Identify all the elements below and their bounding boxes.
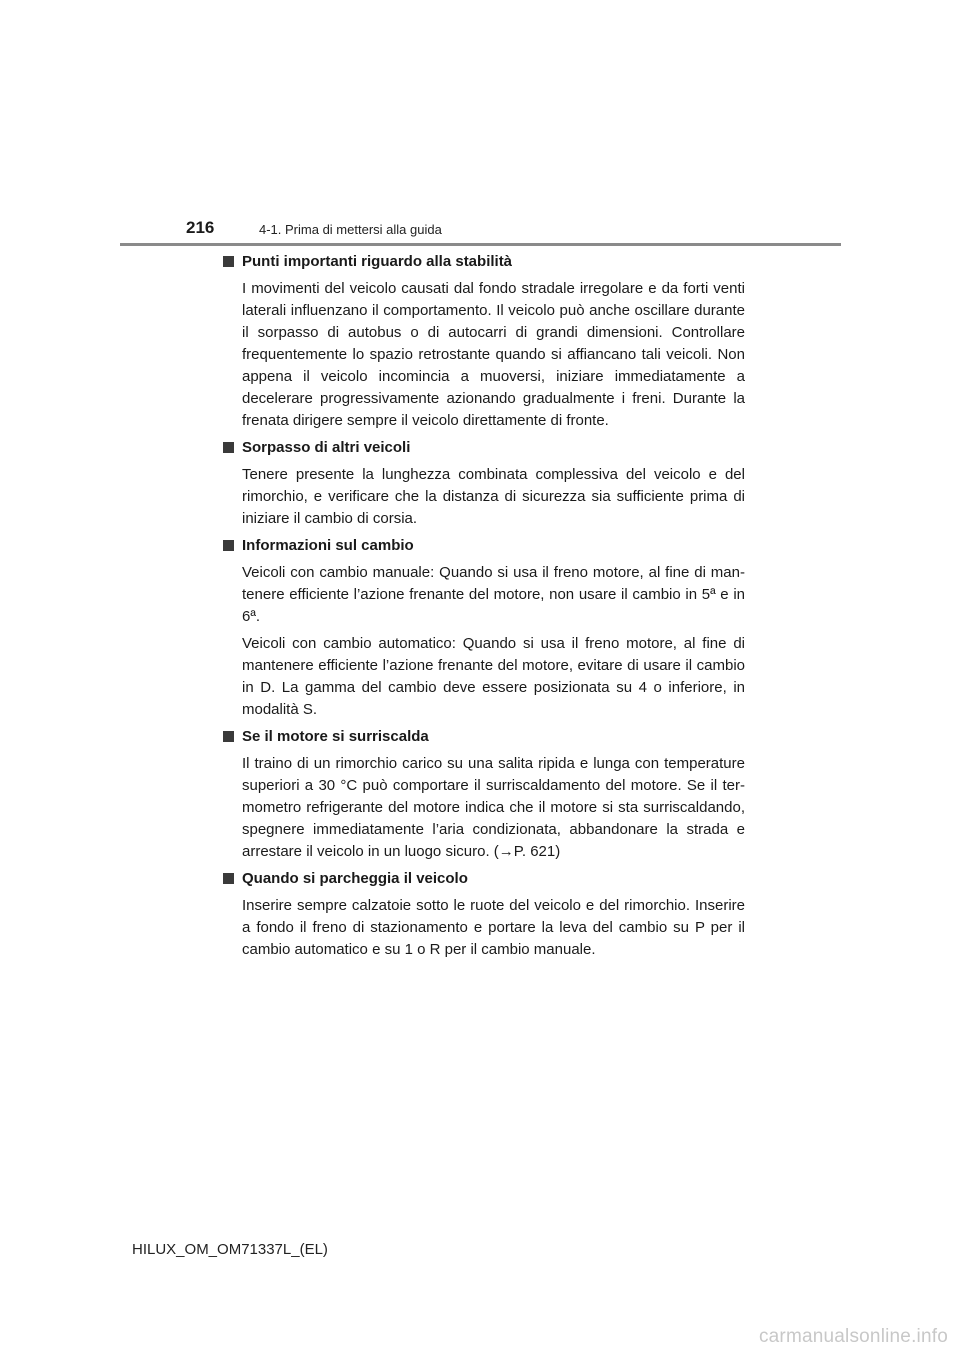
section-transmission (223, 535, 745, 721)
section-paragraph: Il traino di un rimorchio carico su una salita ripida e lunga con temperature superiori a 30 °C può comportare il surriscaldamento del motore. Se il termometro refrigerante del motore indica che il motore si sta surriscaldando, spegnere immediatamente l’aria condizionata, abbandonare la strada e arrestare il veicolo in un luogo sicuro. (→P. 621) (242, 755, 745, 860)
section-paragraph: I movimenti del veicolo causati dal fondo stradale irregolare e da forti venti laterali influenzano il comportamento. Il veicolo può anche oscillare durante il sorpasso di autobus o di autocarri di grandi dimensioni. Controllare frequentemente lo spazio retrostante quando si affiancano tali veicoli. Non appena il veicolo incomincia a muoversi, iniziare immediatamente a decelerare progressivamente azionando gradualmente i freni. Durante la frenata dirigere sempre il veicolo direttamente di fronte. (242, 280, 745, 429)
section-paragraph: Tenere presente la lunghezza combinata complessiva del veicolo e del rimorchio, e verificare che la distanza di sicurezza sia sufficiente prima di iniziare il cambio di corsia. (242, 466, 745, 527)
square-bullet-icon (223, 731, 234, 742)
section-paragraph: Veicoli con cambio manuale: Quando si usa il freno motore, al fine di mantenere efficiente l’azione frenante del motore, non usare il cambio in 5ª e in 6ª. (242, 564, 745, 625)
square-bullet-icon (223, 873, 234, 884)
section-overheating (223, 726, 745, 863)
section-parking (223, 868, 745, 961)
page-content (223, 251, 745, 966)
section-paragraph: Inserire sempre calzatoie sotto le ruote del veicolo e del rimorchio. Inserire a fondo il freno di stazionamento e portare la leva del cambio su P per il cambio automatico e su 1 o R per il cambio manuale. (242, 897, 745, 958)
header-divider (120, 243, 841, 246)
section-stability (223, 251, 745, 432)
section-title: Quando si parcheggia il veicolo (242, 870, 468, 887)
section-heading (223, 437, 745, 458)
section-title: Se il motore si surriscalda (242, 728, 429, 745)
square-bullet-icon (223, 442, 234, 453)
section-title: Punti importanti riguardo alla stabilità (242, 253, 513, 270)
square-bullet-icon (223, 256, 234, 267)
section-heading (223, 868, 745, 889)
section-heading (223, 535, 745, 556)
section-paragraph: Veicoli con cambio automatico: Quando si usa il freno motore, al fine di mantenere efficiente l’azione frenante del motore, evitare di usare il cambio in D. La gamma del cambio deve essere posizionata su 4 o inferiore, in modalità S. (242, 635, 745, 718)
section-title: Informazioni sul cambio (242, 537, 414, 554)
footer-doc-code: HILUX_OM_OM71337L_(EL) (132, 1241, 328, 1258)
section-heading (223, 251, 745, 272)
section-heading (223, 726, 745, 747)
square-bullet-icon (223, 540, 234, 551)
watermark: carmanualsonline.info (758, 1326, 948, 1347)
page-number: 216 (186, 218, 215, 237)
section-title: Sorpasso di altri veicoli (242, 439, 411, 456)
section-overtaking (223, 437, 745, 530)
chapter-section-label: 4-1. Prima di mettersi alla guida (259, 222, 442, 237)
